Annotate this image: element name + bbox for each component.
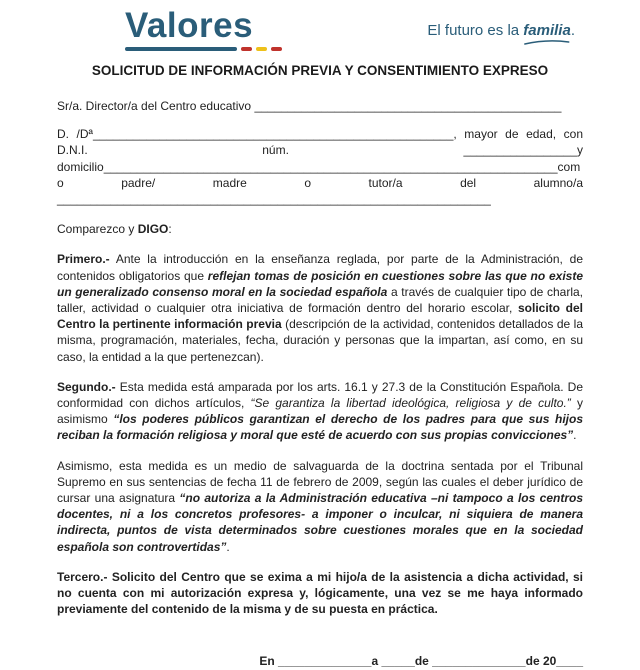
text-segment: D. /Dª (57, 127, 93, 142)
text-segment: y domicilio (57, 143, 583, 174)
text-segment: ______________________________________________ (254, 99, 562, 113)
tagline (427, 8, 583, 39)
text-segment: Tercero.- Solicito del Centro que se exima a mi hijo/a de la asistencia a dicha actividad, si no cuenta con mi autorización expresa y, lógicamente, una vez se me haya informado previamente del contenido de la misma y de su puesta en práctica. (57, 569, 583, 617)
text-segment: ____________________________________________________________________ (103, 159, 558, 174)
paragraph-primero (57, 251, 583, 364)
text-segment: solicito del Centro la pertinente información previa (57, 301, 584, 332)
document-title: SOLICITUD DE INFORMACIÓN PREVIA Y CONSENTIMIENTO EXPRESO (91, 63, 549, 78)
text-segment: Esta medida está amparada por los arts. 16.1 y 27.3 de la Constitución Española. De conformidad con dichos artículos, (57, 379, 583, 411)
valores-logo-text: Valores (125, 6, 254, 45)
text-segment: Comparezco y (57, 222, 138, 237)
date-signature-line (57, 653, 583, 669)
valores-logo (125, 8, 282, 51)
text-segment: Segundo.- (57, 379, 116, 394)
text-segment: En ______________a _____de ______________de 20____ (259, 654, 583, 669)
identity-fields-block (57, 126, 583, 207)
text-segment: “Se garantiza la libertad ideológica, religiosa y de culto.” (250, 396, 571, 411)
text-segment: DIGO (137, 222, 169, 237)
text-segment: “los poderes públicos garantizan el derecho de los padres para que sus hijos reciban la formación religiosa y moral que esté de acuerdo con sus propias convicciones” (57, 412, 583, 443)
text-segment: _________________________________________________________________ (57, 192, 491, 207)
text-segment: Asimismo, esta medida es un medio de salvaguarda de la doctrina sentada por el Tribunal Supremo en sus sentencias de fecha 11 de febrero de 2009, según las cuales el deber jurídico de cursar una asignatura (57, 458, 583, 506)
logo-bar-teal-segment (125, 47, 237, 51)
logo-bar-red-dash-1 (241, 47, 252, 51)
text-segment: Primero.- (57, 252, 110, 267)
text-segment: _________________ (463, 143, 577, 158)
comparezco-line (57, 221, 583, 237)
text-segment: , mayor de edad, con D.N.I. núm. (57, 127, 583, 158)
text-segment: : (168, 222, 172, 237)
text-segment: ______________________________________________________ (93, 127, 454, 142)
text-segment: . (226, 539, 230, 554)
text-segment: Sr/a. Director/a del Centro educativo (57, 99, 255, 113)
text-segment: reflejan tomas de posición en cuestiones sobre las que no existe un generalizado consenso moral en la sociedad española (57, 268, 584, 299)
paragraph-segundo (57, 379, 583, 444)
logo-bar-yellow-dash (256, 47, 267, 51)
logo-bar-red-dash-2 (271, 47, 282, 51)
paragraph-asimismo (57, 458, 583, 555)
text-segment: (descripción de la actividad, contenidos detallados de la misma, programación, materiales, fecha, duración y personas que la impartan, así como, en su caso, la entidad a la que pertenezcan). (57, 317, 584, 364)
text-segment: . (573, 428, 577, 443)
valores-logo-underline (125, 46, 282, 51)
tagline-familia: familia (523, 22, 571, 39)
text-segment: a través de cualquier tipo de charla, taller, actividad o cualquier otra iniciativa de formación dentro del horario escolar, (57, 284, 583, 316)
director-field-line (57, 98, 583, 114)
paragraph-tercero (57, 569, 583, 618)
text-segment: “no autoriza a la Administración educativa –ni tampoco a los centros docentes, ni a los concretos profesores- a imponer o inculcar, ni siquiera de manera indirecta, puntos de vista determinados sobre cuestiones morales que en la sociedad española son controvertidas” (57, 491, 583, 554)
text-segment: y asimismo (57, 396, 583, 427)
document-header (57, 8, 583, 51)
text-segment: como padre/ madre o tutor/a del alumno/a (57, 159, 583, 190)
tagline-period: . (570, 22, 575, 39)
text-segment: Ante la introducción en la enseñanza reglada, por parte de la Administración, de contenidos obligatorios que (57, 252, 583, 283)
familia-swoosh-underline (523, 39, 571, 45)
tagline-prefix: El futuro es la (427, 22, 524, 39)
